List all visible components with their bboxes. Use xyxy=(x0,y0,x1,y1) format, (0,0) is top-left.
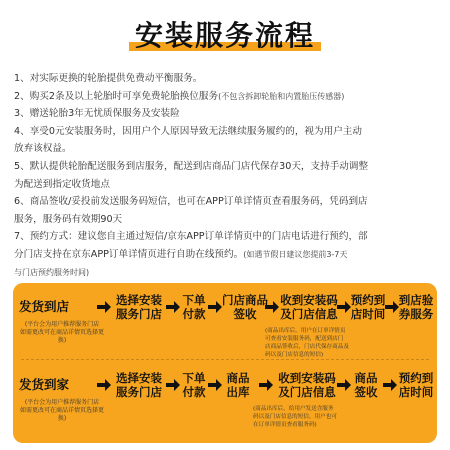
flow-step-store-2: 下单 付款 xyxy=(182,293,206,321)
flow-step-store-1: 选择安装 服务门店 xyxy=(116,293,162,321)
flow-sub-note-home: (商品出库后，给用户发送含服务 码以及门店信息的短信，用户也可 在订单详情页查看服务码) xyxy=(253,406,337,428)
arrow-right-icon xyxy=(259,376,273,388)
flow-step-home-5: 商品 签收 xyxy=(354,371,378,399)
flow-step-store-3: 门店商品 签收 xyxy=(222,293,268,321)
term-6: 6、商品签收/妥投前发送服务码短信，也可在APP订单详情页查看服务码，凭码到店 xyxy=(14,196,368,208)
term-5: 5、默认提供轮胎配送服务到店服务，配送到店商品门店代保存30天，支持手动调整 xyxy=(14,160,369,172)
flow-sub-note-store: (商品出库后，用户在订单详情页 可查看安装服务码，配送到店门 店商品签收后，门店代保存商品及 码以及门店信息的短信) xyxy=(265,328,349,358)
term-5-cont: 为配送到指定收货地点 xyxy=(14,178,110,190)
term-1: 1、对实际更换的轮胎提供免费动平衡服务。 xyxy=(14,73,203,84)
term-7-cont: 分门店支持在京东APP订单详情页进行自助在线预约。(如遇节假日建议您提前3-7天 xyxy=(14,248,348,260)
flow-step-home-1: 选择安装 服务门店 xyxy=(116,371,162,399)
term-4: 4、享受0元安装服务时，因用户个人原因导致无法继续服务履约的，视为用户主动 xyxy=(14,125,362,137)
title-wrap xyxy=(0,14,450,54)
page-title: 安装服务流程 xyxy=(131,14,319,54)
flow-step-home-6: 预约到 店时间 xyxy=(398,371,434,399)
term-7: 7、预约方式：建议您自主通过短信/京东APP订单详情页中的门店电话进行预约，部 xyxy=(14,231,368,243)
arrow-right-icon xyxy=(97,298,111,310)
arrow-right-icon xyxy=(337,376,351,388)
arrow-right-icon xyxy=(383,376,397,388)
term-2: 2、购买2条及以上轮胎时可享免费轮胎换位服务(不包含拆卸轮胎和内置胎压传感器) xyxy=(14,90,345,102)
flow-step-store-4: 收到安装码 及门店信息 xyxy=(280,293,338,321)
arrow-right-icon xyxy=(166,376,180,388)
term-6-cont: 服务，服务码有效期90天 xyxy=(14,213,123,225)
term-7-cont2: 与门店预约服务时间) xyxy=(14,267,90,277)
arrow-right-icon xyxy=(208,376,222,388)
service-terms xyxy=(14,70,439,281)
term-4-cont: 放弃该权益。 xyxy=(14,143,72,155)
flow-divider xyxy=(21,359,429,360)
flow-step-home-3: 商品 出库 xyxy=(226,371,250,399)
arrow-right-icon xyxy=(208,298,222,310)
flow-row-store xyxy=(13,289,437,358)
flow-step-store-6: 到店验 券服务 xyxy=(398,293,434,321)
flow-row-home xyxy=(13,367,437,427)
flow-lead-home: 发货到家 xyxy=(19,377,70,392)
flow-lead-note-store: (平台会为用户推荐服务门店 如需更改可在商品详情页选择更换) xyxy=(19,321,104,344)
term-7-note: (如遇节假日建议您提前3-7天 xyxy=(243,249,348,259)
term-2-note: (不包含拆卸轮胎和内置胎压传感器) xyxy=(218,91,345,101)
flow-panel xyxy=(13,283,437,443)
flow-lead-store: 发货到店 xyxy=(19,299,70,314)
flow-lead-note-home: (平台会为用户推荐服务门店 如需更改可在商品详情页选择更换) xyxy=(19,399,104,422)
flow-step-home-4: 收到安装码 及门店信息 xyxy=(278,371,336,399)
arrow-right-icon xyxy=(166,298,180,310)
flow-step-home-2: 下单 付款 xyxy=(182,371,206,399)
flow-step-store-5: 预约到 店时间 xyxy=(350,293,386,321)
arrow-right-icon xyxy=(97,376,111,388)
term-3: 3、赠送轮胎3年无忧质保服务及安装险 xyxy=(14,108,180,120)
